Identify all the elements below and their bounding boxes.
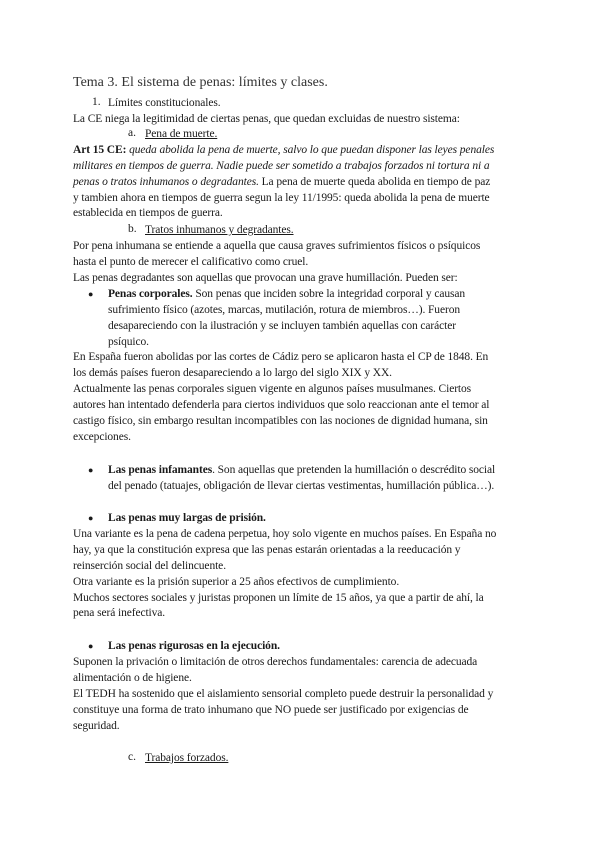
paragraph-line: En España fueron abolidas por las cortes de Cádiz pero se aplicaron hasta el CP de 1848. En [73, 351, 489, 363]
subsection-letter: a. [128, 127, 136, 139]
subsection-heading: Pena de muerte. [145, 128, 218, 140]
bullet-item-line: psíquico. [108, 336, 149, 348]
paragraph-line: Suponen la privación o limitación de otros derechos fundamentales: carencia de adecuada [73, 656, 478, 668]
bullet-icon: ● [88, 465, 94, 475]
paragraph-line: Por pena inhumana se entiende a aquella que causa graves sufrimientos físicos o psíquicos [73, 240, 481, 252]
plain-text: La pena de muerte queda abolida en tiempo de paz [258, 176, 491, 188]
subsection-heading: Tratos inhumanos y degradantes. [145, 224, 294, 236]
plain-text: . Son aquellas que pretenden la humillación o descrédito social [212, 464, 496, 476]
bullet-item-line: desapareciendo con la ilustración y se incluyen también aquellas con carácter [108, 320, 457, 332]
section-number: 1. [92, 96, 101, 108]
subsection-letter: c. [128, 751, 136, 763]
bold-text: Las penas infamantes [108, 464, 213, 476]
subsection-letter: b. [128, 223, 137, 235]
page-title: Tema 3. El sistema de penas: límites y clases. [73, 75, 328, 90]
bullet-icon: ● [88, 641, 94, 651]
subsection-heading: Trabajos forzados. [145, 752, 229, 764]
plain-text: Son penas que inciden sobre la integridad corporal y causan [192, 288, 466, 300]
bullet-item: Las penas rigurosas en la ejecución. [108, 640, 280, 652]
paragraph-line: pena será inefectiva. [73, 607, 166, 619]
bold-text: Penas corporales. [108, 288, 193, 300]
bullet-icon: ● [88, 289, 94, 299]
paragraph-line: Actualmente las penas corporales siguen vigente en algunos países musulmanes. Ciertos [73, 383, 472, 395]
bullet-item-line: del penado (tatuajes, obligación de llevar ciertas vestimentas, humillación pública…). [108, 480, 495, 492]
bullet-item-line: sufrimiento físico (azotes, marcas, mutilación, rotura de miembros…). Fueron [108, 304, 460, 316]
italic-text: penas o tratos inhumanos o degradantes. [73, 176, 259, 188]
paragraph-line: militares en tiempos de guerra. Nadie puede ser sometido a trabajos forzados ni tortura ni a [73, 160, 490, 172]
paragraph-line: establecida en tiempos de guerra. [73, 207, 223, 219]
paragraph-line: excepciones. [73, 431, 131, 443]
bullet-item [108, 287, 465, 302]
paragraph-line: Otra variante es la prisión superior a 25 años efectivos de cumplimiento. [73, 576, 400, 588]
paragraph-line: los demás países fueron desapareciendo a lo largo del siglo XIX y XX. [73, 367, 392, 379]
paragraph-line: Muchos sectores sociales y juristas proponen un límite de 15 años, ya que a partir de ahí, la [73, 592, 484, 604]
bullet-item [108, 463, 495, 478]
paragraph-line: hay, ya que la constitución expresa que las penas estarán orientadas a la reeducación y [73, 544, 461, 556]
bold-text: Art 15 CE: [73, 144, 127, 156]
section-heading: Límites constitucionales. [108, 97, 221, 109]
paragraph-line: El TEDH ha sostenido que el aislamiento sensorial completo puede destruir la personalidad y [73, 688, 494, 700]
paragraph-line: constituye una forma de trato inhumano que NO puede ser justificado por exigencias de [73, 704, 469, 716]
paragraph-line: reinserción social del delincuente. [73, 560, 226, 572]
paragraph-line [73, 143, 494, 158]
paragraph-line: Las penas degradantes son aquellas que provocan una grave humillación. Pueden ser: [73, 272, 458, 284]
paragraph-line: autores han intentado defenderla para ciertos individuos que solo reaccionan ante el temor al [73, 399, 490, 411]
bullet-icon: ● [88, 513, 94, 523]
paragraph-line: alimentación o de higiene. [73, 672, 192, 684]
paragraph-line: Una variante es la pena de cadena perpetua, hoy solo vigente en muchos países. En España no [73, 528, 497, 540]
bullet-item: Las penas muy largas de prisión. [108, 512, 266, 524]
italic-text: queda abolida la pena de muerte, salvo lo que puedan disponer las leyes penales [126, 144, 495, 156]
paragraph-line: y tambien ahora en tiempos de guerra segun la ley 11/1995: queda abolida la pena de muerte [73, 192, 490, 204]
paragraph-line: hasta el punto de merecer el calificativo como cruel. [73, 256, 309, 268]
paragraph-line: La CE niega la legitimidad de ciertas penas, que quedan excluidas de nuestro sistema: [73, 113, 460, 125]
paragraph-line: castigo físico, sin embargo resultan incompatibles con las nociones de dignidad humana, sin [73, 415, 488, 427]
paragraph-line [73, 175, 490, 190]
paragraph-line: seguridad. [73, 720, 120, 732]
